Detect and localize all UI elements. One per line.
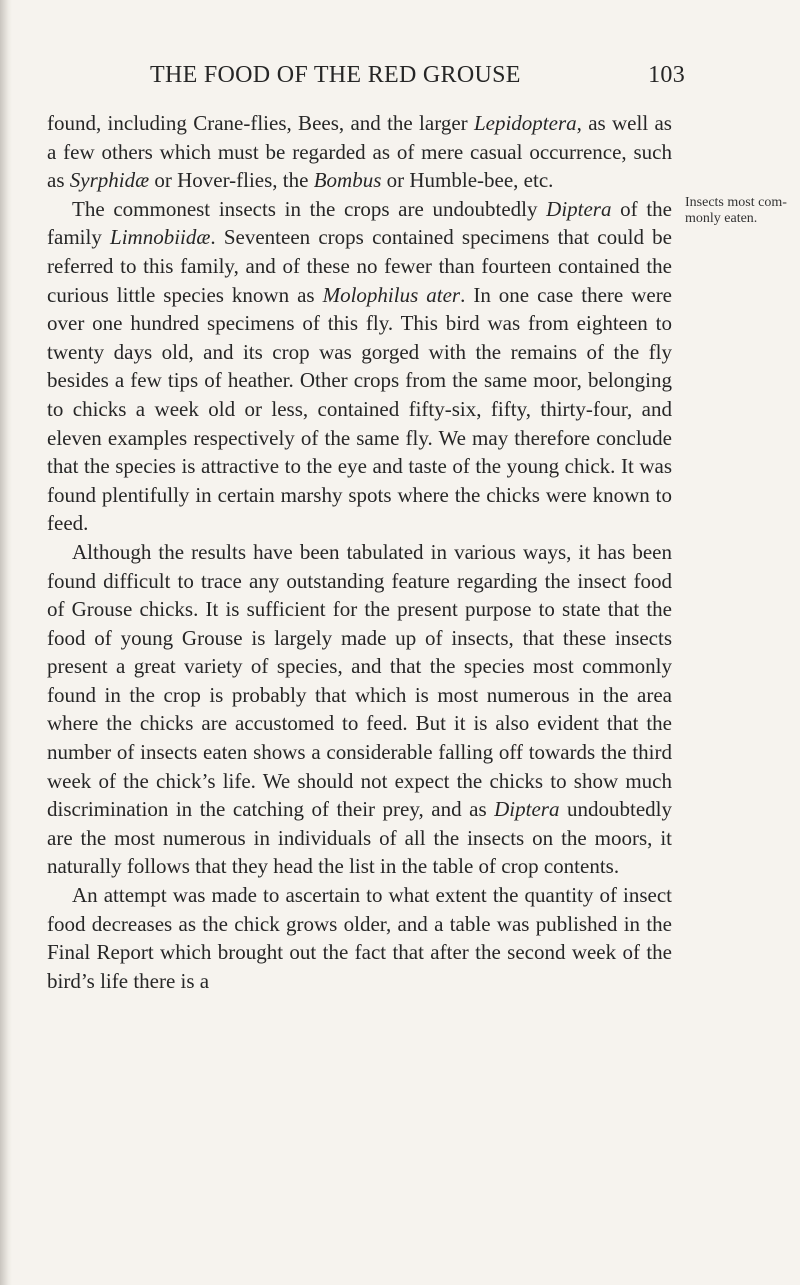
paragraph-2: [47, 195, 672, 538]
text-run: . Seventeen crops contained specimens that could be referred to this family, and of these no fewer than fourteen contained the curious little species known as: [47, 225, 672, 307]
italic-term: Bombus: [313, 168, 382, 193]
text-run: of the family: [47, 196, 672, 250]
text-run: found, including Crane-flies, Bees, and the larger: [47, 111, 474, 135]
page-header: [150, 62, 685, 92]
text-run: , as well as a few others which must be regarded as of mere casual occurrence, such as: [47, 111, 672, 193]
italic-term: Molophilus ater: [322, 282, 461, 307]
italic-term: Limnobiidæ: [110, 225, 211, 250]
italic-term: Diptera: [546, 196, 612, 221]
text-run: The commonest insects in the crops are undoubtedly: [72, 196, 547, 221]
page-number: 103: [648, 62, 685, 88]
italic-term: Syrphidæ: [69, 168, 150, 193]
text-run: or Humble-bee, etc.: [381, 168, 554, 193]
paragraph-3: [47, 538, 672, 881]
paragraph-4: [47, 881, 672, 995]
page-edge-shadow: [0, 0, 12, 1285]
text-run: An attempt was made to ascertain to what extent the quantity of insect food decreases as the chick grows older, and a table was published in the Final Report which brought out the fact that after the second week of the bird’s life there is a: [47, 883, 672, 993]
body-text: [47, 109, 672, 995]
running-title: THE FOOD OF THE RED GROUSE: [150, 62, 521, 88]
italic-term: Lepidoptera: [473, 111, 577, 135]
text-run: Although the results have been tabulated in various ways, it has been found difficult to trace any outstanding feature regarding the insect food of Grouse chicks. It is sufficient for the present purpose to state that the food of young Grouse is largely made up of insects, that these insects present a great variety of species, and that the species most commonly found in the crop is probably that which is most numerous in the area where the chicks are accustomed to feed. But it is also evident that the number of insects eaten shows a considerable falling off towards the third week of the chick’s life. We should not expect the chicks to show much discrimination in the catching of their prey, and as: [47, 539, 672, 822]
italic-term: Diptera: [494, 797, 560, 822]
paragraph-1: [47, 109, 672, 195]
text-run: undoubtedly are the most numerous in individuals of all the insects on the moors, it naturally follows that they head the list in the table of crop contents.: [47, 797, 672, 879]
margin-note: Insects most com- monly eaten.: [685, 195, 787, 226]
text-run: or Hover-flies, the: [149, 168, 314, 193]
text-run: . In one case there were over one hundred specimens of this fly. This bird was from eighteen to twenty days old, and its crop was gorged with the remains of the fly besides a few tips of heather. Other crops from the same moor, belonging to chicks a week old or less, contained fifty-six, fifty, thirty-four, and eleven examples respectively of the same fly. We may therefore conclude that the species is attractive to the eye and taste of the young chick. It was found plentifully in certain marshy spots where the chicks were known to feed.: [47, 282, 673, 536]
